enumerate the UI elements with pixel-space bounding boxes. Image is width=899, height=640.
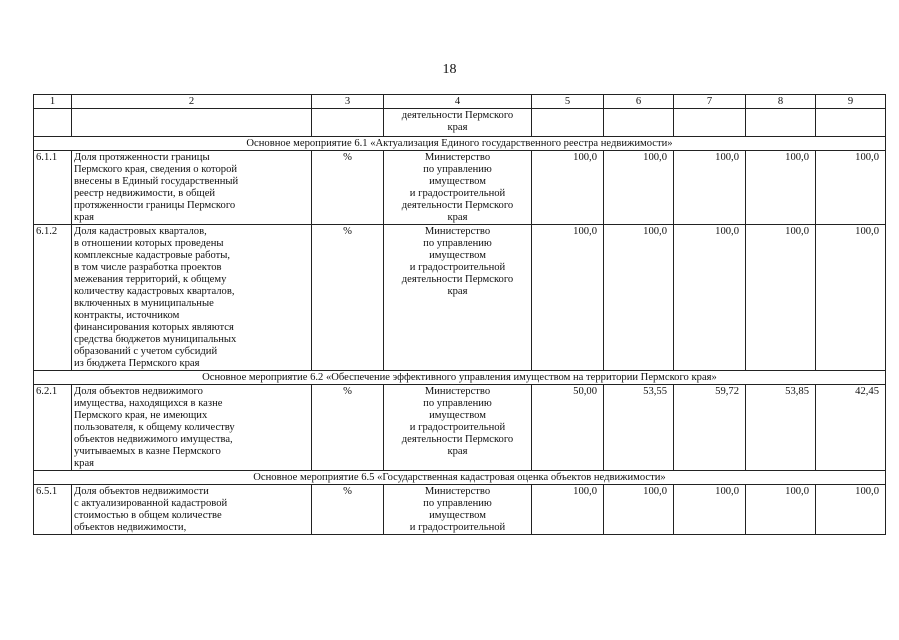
unit-cell: % (312, 385, 384, 471)
column-header: 6 (604, 95, 674, 109)
value-cell: 100,0 (746, 151, 816, 225)
value-cell: 53,55 (604, 385, 674, 471)
value-cell: 100,0 (532, 225, 604, 371)
value-cell: 100,0 (674, 485, 746, 535)
value-cell: 100,0 (674, 225, 746, 371)
indicator-name: Доля протяженности границы Пермского края, сведения о которой внесены в Единый государственный реестр недвижимости, в общей протяженности границы Пермского края (72, 151, 312, 225)
value-cell: 50,00 (532, 385, 604, 471)
value-cell: 100,0 (816, 485, 886, 535)
table-cell (604, 109, 674, 137)
value-cell: 59,72 (674, 385, 746, 471)
table-cell (312, 109, 384, 137)
table-cell (816, 109, 886, 137)
indicator-number: 6.1.2 (34, 225, 72, 371)
executor-cell: Министерство по управлению имуществом и градостроительной (384, 485, 532, 535)
page-number: 18 (442, 62, 457, 77)
indicator-name: Доля объектов недвижимости с актуализированной кадастровой стоимостью в общем количестве объектов недвижимости, (72, 485, 312, 535)
column-header: 5 (532, 95, 604, 109)
executor-cell: Министерство по управлению имуществом и градостроительной деятельности Пермского края (384, 385, 532, 471)
table-row (34, 151, 886, 225)
table-cell (532, 109, 604, 137)
indicator-name: Доля кадастровых кварталов, в отношении которых проведены комплексные кадастровые работы, в том числе разработка проектов межевания территорий, к общему количеству кадастровых кварталов, включенных в муниципальные контракты, источником финансирования которых являются средства бюджетов муниципальных образований с учетом субсидий из бюджета Пермского края (72, 225, 312, 371)
section-title: Основное мероприятие 6.2 «Обеспечение эффективного управления имуществом на территории Пермского края» (34, 371, 886, 385)
value-cell: 100,0 (746, 225, 816, 371)
executor-cell: Министерство по управлению имуществом и градостроительной деятельности Пермского края (384, 151, 532, 225)
value-cell: 100,0 (532, 151, 604, 225)
table-cell (674, 109, 746, 137)
column-header: 3 (312, 95, 384, 109)
indicator-number: 6.5.1 (34, 485, 72, 535)
unit-cell: % (312, 485, 384, 535)
section-title: Основное мероприятие 6.1 «Актуализация Единого государственного реестра недвижимости» (34, 137, 886, 151)
table-cell (34, 109, 72, 137)
value-cell: 100,0 (604, 151, 674, 225)
indicators-table (33, 94, 886, 535)
section-row (34, 137, 886, 151)
table-row (34, 385, 886, 471)
value-cell: 100,0 (816, 225, 886, 371)
column-header: 4 (384, 95, 532, 109)
indicator-name: Доля объектов недвижимого имущества, находящихся в казне Пермского края, не имеющих пользователя, к общему количеству объектов недвижимого имущества, учитываемых в казне Пермского края (72, 385, 312, 471)
executor-cell: Министерство по управлению имуществом и градостроительной деятельности Пермского края (384, 225, 532, 371)
column-header: 9 (816, 95, 886, 109)
value-cell: 53,85 (746, 385, 816, 471)
value-cell: 42,45 (816, 385, 886, 471)
unit-cell: % (312, 225, 384, 371)
table-row (34, 225, 886, 371)
value-cell: 100,0 (816, 151, 886, 225)
table-header-row (34, 95, 886, 109)
value-cell: 100,0 (532, 485, 604, 535)
indicator-number: 6.1.1 (34, 151, 72, 225)
column-header: 1 (34, 95, 72, 109)
column-header: 8 (746, 95, 816, 109)
unit-cell: % (312, 151, 384, 225)
column-header: 7 (674, 95, 746, 109)
section-row (34, 371, 886, 385)
table-row (34, 485, 886, 535)
value-cell: 100,0 (604, 485, 674, 535)
value-cell: 100,0 (604, 225, 674, 371)
executor-cell: деятельности Пермского края (384, 109, 532, 137)
column-header: 2 (72, 95, 312, 109)
section-row (34, 471, 886, 485)
value-cell: 100,0 (746, 485, 816, 535)
indicator-number: 6.2.1 (34, 385, 72, 471)
table-cell (746, 109, 816, 137)
table-cell (72, 109, 312, 137)
section-title: Основное мероприятие 6.5 «Государственная кадастровая оценка объектов недвижимости» (34, 471, 886, 485)
continuation-row (34, 109, 886, 137)
value-cell: 100,0 (674, 151, 746, 225)
